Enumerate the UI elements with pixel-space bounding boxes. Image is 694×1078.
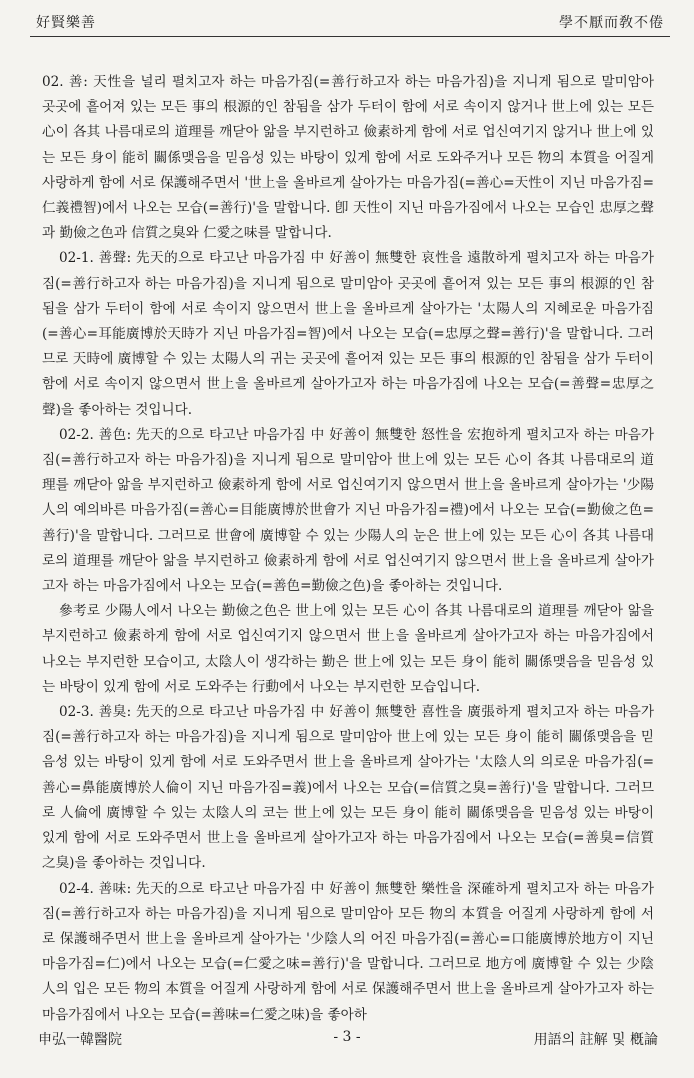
footer-clinic-name: 申弘一韓醫院 xyxy=(38,1032,122,1048)
paragraph-reference-note: 參考로 少陽人에서 나오는 勤儉之色은 世上에 있는 모든 心이 各其 나름대로의 道理를 깨닫아 앎을 부지런하고 儉素하게 함에 서로 업신여기지 않으면서 世上을 올바르게 살아가고자 하는 마음가짐에서 나오는 부지런한 모습이고, 太陰人이 생각하는 勤은 世上에 있는 모든 身이 能히 關係맺음을 믿음성 있는 바탕이 있게 함에 서로 도와주는 行動에서 나오는 부지런한 모습입니다. xyxy=(42,603,654,695)
header-right-title: 學不厭而敎不倦 xyxy=(559,15,664,31)
paragraph-02-2-seon-saek: 02-2. 善色: 先天的으로 타고난 마음가짐 中 好善이 無雙한 怒性을 宏抱하게 펼치고자 하는 마음가짐(=善行하고자 하는 마음가짐)을 지니게 됨으로 말미암아 世上에 있는 모든 心이 各其 나름대로의 道理를 깨닫아 앎을 부지런하고 儉素하게 함에 서로 업신여기지 않으면서 世上을 올바르게 살아가는 '少陽人의 예의바른 마음가짐(=善心=目能廣博於世會가 지닌 마음가짐=禮)에서 나오는 모습(=勤儉之色=善行)'을 말합니다. 그러므로 世會에 廣博할 수 있는 少陽人의 눈은 世上에 있는 모든 心이 各其 나름대로의 道理를 깨닫아 앎을 부지런하고 儉素하게 함에 서로 업신여기지 않으면서 世上을 올바르게 살아가고자 하는 마음가짐에서 나오는 모습(=善色=勤儉之色)을 좋아하는 것입니다. xyxy=(42,426,654,595)
page-number: - 3 - xyxy=(333,1029,361,1045)
paragraph-02-seon: 02. 善: 天性을 널리 펼치고자 하는 마음가짐(=善行하고자 하는 마음가짐)을 지니게 됨으로 말미암아 곳곳에 흩어져 있는 모든 事의 根源的인 참됨을 삼가 두터이 함에 서로 속이지 않거나 世上에 있는 모든 心이 各其 나름대로의 道理를 깨닫아 앎을 부지런하고 儉素하게 함에 서로 업신여기지 않거나 世上에 있는 모든 身이 能히 關係맺음을 믿음성 있는 바탕이 있게 함에 서로 도와주거나 모든 物의 本質을 어질게 사랑하게 함에 서로 保護해주면서 '世上을 올바르게 살아가는 마음가짐(=善心=天性이 지닌 마음가짐=仁義禮智)에서 나오는 모습(=善行)'을 말합니다. 卽 天性이 지닌 마음가짐에서 나오는 모습인 忠厚之聲과 勤儉之色과 信質之臭와 仁愛之味를 말합니다. xyxy=(42,74,654,242)
paragraph-02-1-seon-seong: 02-1. 善聲: 先天的으로 타고난 마음가짐 中 好善이 無雙한 哀性을 遠散하게 펼치고자 하는 마음가짐(=善行하고자 하는 마음가짐)을 지니게 됨으로 말미암아 곳곳에 흩어져 있는 모든 事의 根源的인 참됨을 삼가 두터이 함에 서로 속이지 않으면서 世上을 올바르게 살아가는 '太陽人의 지혜로운 마음가짐(=善心=耳能廣博於天時가 지닌 마음가짐=智)에서 나오는 모습(=忠厚之聲=善行)'을 말합니다. 그러므로 天時에 廣博할 수 있는 太陽人의 귀는 곳곳에 흩어져 있는 모든 事의 根源的인 참됨을 삼가 두터이 함에 서로 속이지 않으면서 世上을 올바르게 살아가고자 하는 마음가짐에 나오는 모습(=善聲=忠厚之聲)을 좋아하는 것입니다. xyxy=(42,250,654,418)
header-divider xyxy=(30,36,670,37)
footer-section-title: 用語의 註解 및 槪論 xyxy=(533,1032,658,1048)
paragraph-02-3-seon-chwi: 02-3. 善臭: 先天的으로 타고난 마음가짐 中 好善이 無雙한 喜性을 廣張하게 펼치고자 하는 마음가짐(=善行하고자 하는 마음가짐)을 지니게 됨으로 말미암아 世上에 있는 모든 身이 能히 關係맺음을 믿음성 있는 바탕이 있게 함에 서로 도와주면서 世上을 올바르게 살아가는 '太陰人의 의로운 마음가짐(=善心=鼻能廣博於人倫이 지닌 마음가짐=義)에서 나오는 모습(=信質之臭=善行)'을 말합니다. 그러므로 人倫에 廣博할 수 있는 太陰人의 코는 世上에 있는 모든 身이 能히 關係맺음을 믿음성 있는 바탕이 있게 함에 서로 도와주면서 世上을 올바르게 살아가고자 하는 마음가짐에서 나오는 모습(=善臭=信質之臭)을 좋아하는 것입니다. xyxy=(42,704,654,872)
document-body xyxy=(42,70,654,1028)
paragraph-02-4-seon-mi: 02-4. 善味: 先天的으로 타고난 마음가짐 中 好善이 無雙한 樂性을 深確하게 펼치고자 하는 마음가짐(=善行하고자 하는 마음가짐)을 지니게 됨으로 말미암아 모든 物의 本質을 어질게 사랑하게 함에 서로 保護해주면서 世上을 올바르게 살아가는 '少陰人의 어진 마음가짐(=善心=口能廣博於地方이 지닌 마음가짐=仁)에서 나오는 모습(=仁愛之味=善行)'을 말합니다. 그러므로 地方에 廣博할 수 있는 少陰人의 입은 모든 物의 本質을 어질게 사랑하게 함에 서로 保護해주면서 世上을 올바르게 살아가고자 하는 마음가짐에서 나오는 모습(=善味=仁愛之味)을 좋아하 xyxy=(42,880,654,1023)
header-left-title: 好賢樂善 xyxy=(36,15,96,31)
